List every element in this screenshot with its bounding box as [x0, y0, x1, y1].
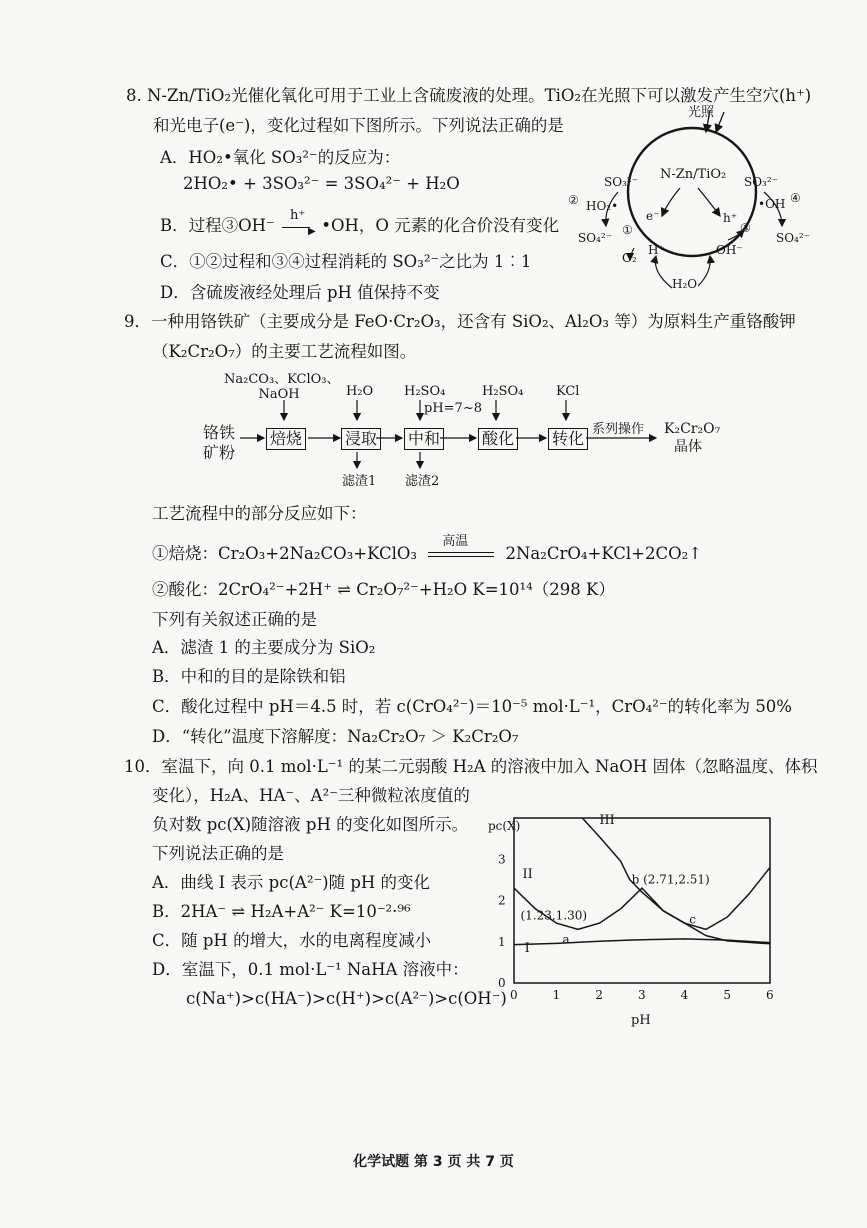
annotation: (1.23,1.30): [520, 908, 588, 923]
reaction1-right: 2Na₂CrO₄+KCl+2CO₂↑: [505, 544, 703, 563]
step1-marker: ①: [622, 223, 633, 237]
q8-arrow-label: h⁺: [290, 208, 306, 223]
series-label-II: II: [522, 866, 533, 882]
q10-option-a: A．曲线 I 表示 pc(A²⁻)随 pH 的变化: [152, 873, 431, 892]
ho2-label: HO₂•: [586, 199, 619, 213]
q8-photocatalysis-diagram: [560, 100, 820, 300]
so4-left-label: SO₄²⁻: [578, 231, 613, 245]
catalyst-circle: [628, 128, 756, 256]
reagent3: H₂SO₄: [404, 384, 446, 399]
q8-option-d: D．含硫废液经处理后 pH 值保持不变: [160, 283, 440, 302]
q8-option-b-pre: B．过程③OH⁻: [160, 216, 275, 235]
reagent1: Na₂CO₃、KClO₃、 NaOH: [224, 372, 340, 402]
h2o-label: H₂O: [672, 277, 698, 291]
q8-stem-line1: 8. N-Zn/TiO₂光催化氧化可用于工业上含硫废液的处理。TiO₂在光照下可以激发产生空穴(h⁺): [126, 86, 812, 105]
x-tick-label: 2: [595, 988, 603, 1002]
q8-option-b-post: •OH，O 元素的化合价没有变化: [321, 216, 560, 235]
y-tick-label: 2: [498, 893, 506, 908]
h-plus-2-label: H⁺: [648, 243, 665, 257]
light-label: 光照: [688, 105, 715, 120]
step-acidify: 酸化: [478, 428, 518, 450]
step-neutralize: 中和: [404, 428, 444, 450]
q9-reaction2: ②酸化：2CrO₄²⁻+2H⁺ ⇌ Cr₂O₇²⁻+H₂O K=10¹⁴（298 K）: [152, 580, 615, 599]
reagent2: H₂O: [346, 384, 374, 399]
o2-label: O₂: [622, 251, 637, 265]
q8-option-a-line2: 2HO₂• + 3SO₃²⁻ = 3SO₄²⁻ + H₂O: [183, 174, 460, 193]
step-leach: 浸取: [341, 428, 381, 450]
series-label-III: III: [599, 813, 615, 829]
q9-option-a: A．滤渣 1 的主要成分为 SiO₂: [152, 638, 376, 657]
h-plus-label: h⁺: [723, 211, 738, 225]
q9-stem-line2: （K₂Cr₂O₇）的主要工艺流程如图。: [152, 342, 417, 361]
q9-option-d: D．“转化”温度下溶解度：Na₂Cr₂O₇ ＞ K₂Cr₂O₇: [152, 727, 519, 746]
q10-stem-line3: 负对数 pc(X)随溶液 pH 的变化如图所示。: [152, 815, 469, 834]
x-tick-label: 4: [680, 988, 689, 1002]
page-footer: 化学试题 第 3 页 共 7 页: [353, 1154, 514, 1170]
step4-marker: ④: [790, 191, 801, 205]
q8-stem-line2: 和光电子(e⁻)，变化过程如下图所示。下列说法正确的是: [153, 116, 564, 135]
x-tick-label: 3: [638, 988, 646, 1002]
y-tick-label: 1: [498, 934, 506, 949]
pc-ph-chart: [488, 810, 788, 1032]
oh-minus-label: OH⁻: [716, 243, 743, 257]
y-axis-label: pc(X): [488, 819, 521, 833]
q9-reactions-intro: 工艺流程中的部分反应如下：: [152, 504, 367, 523]
product: K₂Cr₂O₇ 晶体: [664, 421, 721, 455]
oh-radical-label: •OH: [758, 197, 786, 211]
reagent3-note: pH=7~8: [424, 401, 482, 416]
q8-arrow-h: h⁺ ▶: [280, 216, 316, 236]
annotation: c: [689, 912, 696, 927]
x-tick-label: 1: [552, 988, 561, 1002]
q10-option-d-line2: c(Na⁺)>c(HA⁻)>c(H⁺)>c(A²⁻)>c(OH⁻): [186, 989, 507, 1008]
so3-right-label: SO₃²⁻: [744, 175, 779, 189]
q9-stem-line1: 9．一种用铬铁矿（主要成分是 FeO·Cr₂O₃，还含有 SiO₂、Al₂O₃ 等）为原料生产重铬酸钾: [124, 312, 796, 331]
step3-marker: ③: [740, 221, 751, 235]
q10-ask: 下列说法正确的是: [152, 844, 284, 863]
e-minus-label: e⁻: [646, 209, 660, 223]
plot-frame: [514, 818, 770, 983]
q10-option-c: C．随 pH 的增大，水的电离程度减小: [152, 931, 432, 950]
so3-left-label: SO₃²⁻: [604, 175, 639, 189]
residue2: 滤渣2: [405, 474, 440, 489]
raw-material: 铬铁 矿粉: [203, 423, 236, 462]
series-operation: 系列操作: [592, 422, 645, 437]
q9-option-b: B．中和的目的是除铁和铝: [152, 667, 346, 686]
x-tick-label: 5: [723, 988, 731, 1002]
q8-option-a-line1: A．HO₂•氧化 SO₃²⁻的反应为：: [160, 148, 401, 167]
x-tick-label: 0: [510, 988, 518, 1002]
q10-stem-line2: 变化），H₂A、HA⁻、A²⁻三种微粒浓度值的: [152, 786, 470, 805]
q9-ask: 下列有关叙述正确的是: [152, 610, 317, 629]
q9-reaction1: [152, 534, 703, 564]
annotation: a: [562, 932, 570, 947]
reagent4: H₂SO₄: [482, 384, 524, 399]
y-tick-label: 0: [498, 976, 506, 990]
step-convert: 转化: [548, 428, 588, 450]
reaction1-left: ①焙烧：Cr₂O₃+2Na₂CO₃+KClO₃: [152, 544, 417, 563]
q10-stem-line1: 10．室温下，向 0.1 mol·L⁻¹ 的某二元弱酸 H₂A 的溶液中加入 NaOH 固体（忽略温度、体积: [124, 757, 818, 776]
y-tick-label: 3: [498, 852, 506, 867]
residue1: 滤渣1: [342, 474, 377, 489]
reaction1-condition: 高温: [428, 544, 494, 564]
step2-marker: ②: [568, 193, 579, 207]
annotation: b (2.71,2.51): [631, 872, 710, 887]
q8-option-c: C．①②过程和③④过程消耗的 SO₃²⁻之比为 1︰1: [160, 252, 532, 271]
x-tick-label: 6: [766, 988, 774, 1002]
so4-right-label: SO₄²⁻: [776, 231, 811, 245]
x-axis-label: pH: [631, 1013, 651, 1028]
series-label-I: I: [524, 941, 530, 957]
reagent5: KCl: [556, 384, 580, 399]
q8-option-b: [160, 208, 560, 237]
catalyst-label: N-Zn/TiO₂: [660, 167, 727, 182]
q10-option-d-line1: D．室温下，0.1 mol·L⁻¹ NaHA 溶液中：: [152, 960, 469, 979]
q10-option-b: B．2HA⁻ ⇌ H₂A+A²⁻ K=10⁻²·⁹⁶: [152, 902, 411, 921]
step-roast: 焙烧: [266, 428, 306, 450]
q9-option-c: C．酸化过程中 pH＝4.5 时，若 c(CrO₄²⁻)＝10⁻⁵ mol·L⁻¹，CrO₄²⁻的转化率为 50%: [152, 697, 792, 716]
